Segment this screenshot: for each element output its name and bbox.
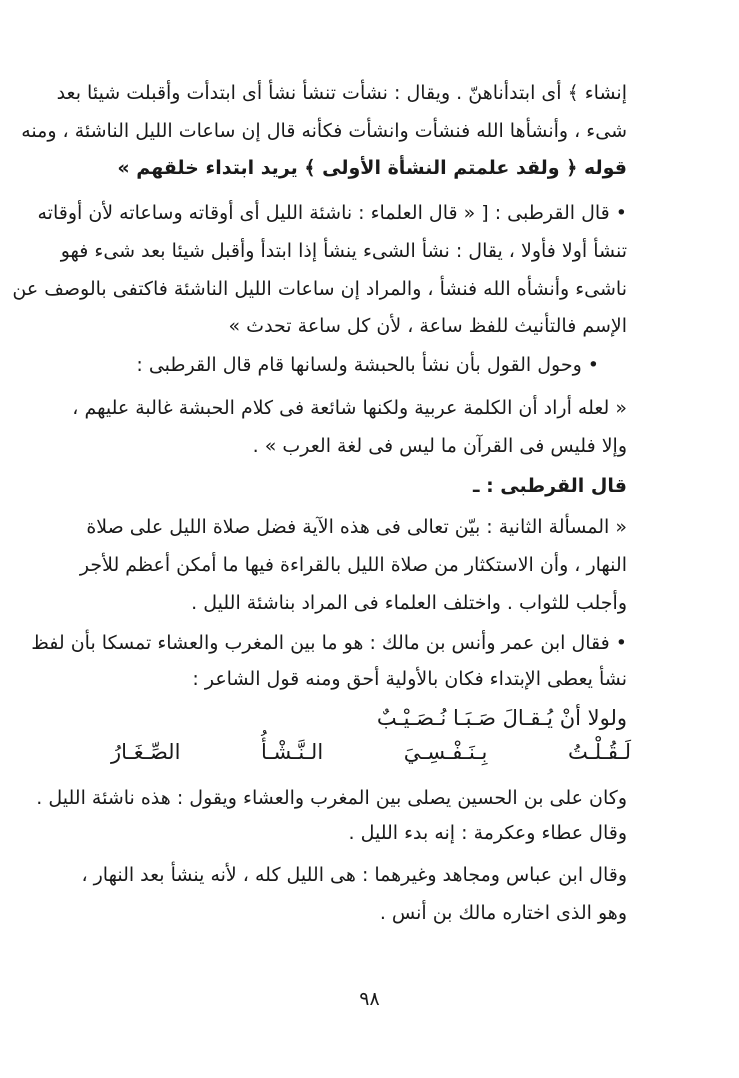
text-line: « لعله أراد أن الكلمة عربية ولكنها شائعة فى كلام الحبشة غالبة عليهم ، xyxy=(72,397,627,419)
page-number: ٩٨ xyxy=(359,988,380,1010)
text-line: وقال ابن عباس ومجاهد وغيرهما : هى الليل كله ، لأنه ينشأ بعد النهار ، xyxy=(81,864,627,886)
text-line: • وحول القول بأن نشأ بالحبشة ولسانها قام قال القرطبى : xyxy=(136,354,599,376)
text-line: وكان على بن الحسين يصلى بين المغرب والعشاء ويقول : هذه ناشئة الليل . xyxy=(36,787,627,809)
text-line: وقال عطاء وعكرمة : إنه بدء الليل . xyxy=(348,822,627,844)
text-line: • فقال ابن عمر وأنس بن مالك : هو ما بين المغرب والعشاء تمسكا بأن لفظ xyxy=(31,632,627,654)
verse-line: لَـقُـلْـتُ بِـنَـفْـسِـيَ الـنَّـشْـأُ الصِّـغَـارُ xyxy=(111,740,631,764)
text-line: شىء ، وأنشأها الله فنشأت وانشأت فكأنه قال إن ساعات الليل الناشئة ، ومنه xyxy=(21,120,627,142)
text-line: ناشىء وأنشأه الله فنشأ ، والمراد إن ساعات الليل الناشئة فاكتفى بالوصف عن xyxy=(12,278,627,300)
text-line: • قال القرطبى : [ « قال العلماء : ناشئة الليل أى أوقاته وساعاته لأن أوقاته xyxy=(37,202,627,224)
text-line: النهار ، وأن الاستكثار من صلاة الليل بالقراءة فيها ما أمكن أعظم للأجر xyxy=(79,554,627,576)
text-line: وأجلب للثواب . واختلف العلماء فى المراد بناشئة الليل . xyxy=(191,592,627,614)
text-line: تنشأ أولا فأولا ، يقال : نشأ الشىء ينشأ إذا ابتدأ وأقبل شيئا بعد شىء فهو xyxy=(60,240,627,262)
text-line: وإلا فليس فى القرآن ما ليس فى لغة العرب » . xyxy=(252,435,627,457)
text-line: إنشاء ﴾ أى ابتدأناهنّ . ويقال : نشأت تنشأ نشأ أى ابتدأت وأقبلت شيئا بعد xyxy=(56,82,627,104)
text-line: « المسألة الثانية : بيّن تعالى فى هذه الآية فضل صلاة الليل على صلاة xyxy=(86,516,627,538)
text-line: قوله ﴿ ولقد علمتم النشأة الأولى ﴾ يريد ابتداء خلقهم » xyxy=(117,157,627,179)
text-line: وهو الذى اختاره مالك بن أنس . xyxy=(379,902,627,924)
verse-line: ولولا أنْ يُـقـالَ صَـبَـا نُـصَـيْـبٌ xyxy=(376,706,627,730)
text-line: نشأ يعطى الإبتداء فكان بالأولية أحق ومنه قول الشاعر : xyxy=(192,668,627,690)
text-line: الإسم فالتأنيث للفظ ساعة ، لأن كل ساعة تحدث » xyxy=(228,315,627,337)
text-line: قال القرطبى : ـ xyxy=(472,475,627,497)
